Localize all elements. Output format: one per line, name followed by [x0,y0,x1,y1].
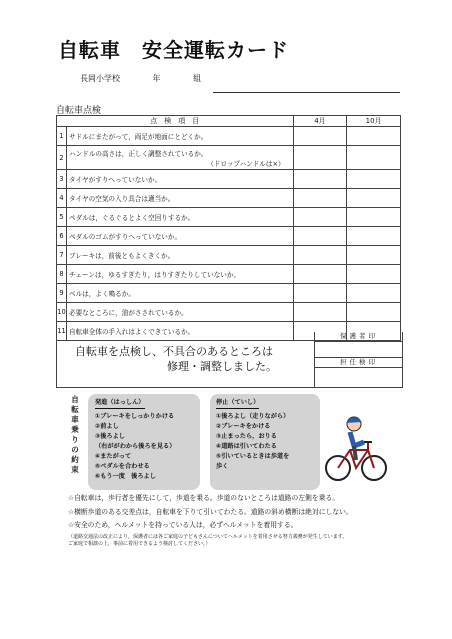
rule-note: ☆自転車は，歩行者を優先にして，歩道を乗る。歩道のないところは道路の左側を乗る。 [68,494,340,502]
check-item-text: ペダルのゴムがすりへっていないか。 [68,233,182,241]
check-cell-april[interactable] [293,227,347,246]
rules-notes [68,492,353,548]
vertical-char: 転 [71,405,79,414]
check-item [66,246,293,265]
guardian-seal-box[interactable] [315,342,403,358]
promise-vertical-title [70,395,80,475]
vertical-char: り [71,435,79,444]
go-step: ④またがって [95,453,132,460]
page-title: 自転車 安全運転カード [58,38,289,62]
check-cell-april[interactable] [293,265,347,284]
check-item [66,303,293,322]
seal-column [314,332,403,387]
row-number: 3 [57,170,67,189]
check-cell-april[interactable] [293,284,347,303]
go-panel [88,394,200,490]
stop-step: ③止まったら，おりる [216,433,277,440]
go-title: 発進（はっしん） [95,398,145,409]
table-row [57,246,401,265]
table-row [57,284,401,303]
row-number: 11 [57,322,67,341]
teacher-seal-label: 担任検印 [315,358,403,368]
cyclist-illustration [324,412,388,484]
check-cell-october[interactable] [347,127,401,146]
check-cell-april[interactable] [293,127,347,146]
year-label: 年 [152,74,161,83]
header-month-october: 10月 [347,116,401,127]
go-step: ①ブレーキをしっかりかける [95,413,175,420]
check-cell-april[interactable] [293,246,347,265]
inspection-table [56,115,401,341]
check-cell-april[interactable] [293,303,347,322]
check-cell-october[interactable] [347,246,401,265]
go-step: （右ががわから後ろを見る） [95,443,176,450]
stop-step: 歩く [216,463,229,470]
check-cell-october[interactable] [347,303,401,322]
row-number: 4 [57,189,67,208]
check-item-text: ブレーキは，前後ともよくきくか。 [68,252,175,260]
check-cell-april[interactable] [293,208,347,227]
row-number: 10 [57,303,67,322]
check-cell-october[interactable] [347,284,401,303]
check-item [66,127,293,146]
check-cell-october[interactable] [347,189,401,208]
vertical-char: 約 [71,455,79,464]
guardian-seal-label: 保護者印 [315,332,403,342]
name-field-line [213,92,400,93]
check-item-text: 必要なところに，油がさされているか。 [68,309,188,317]
table-row [57,170,401,189]
check-cell-october[interactable] [347,208,401,227]
check-item-text: タイヤの空気の入り具合は適当か。 [68,195,175,203]
confirmation-line-1: 自転車を点検し、不具合のあるところは [75,345,273,358]
row-number: 2 [57,146,67,170]
check-item-text: サドルにまたがって，両足が地面にとどくか。 [68,133,208,141]
check-item [66,227,293,246]
check-item-text: ペダルは，ぐるぐるとよく空回りするか。 [68,214,195,222]
rule-note: ☆横断歩道のある交差点は，自転車を下りて引いてわたる。道路の斜め横断は絶対にしない。 [68,507,353,516]
header-month-april: 4月 [293,116,347,127]
table-row [57,227,401,246]
go-step: ⑤ペダルを合わせる [95,463,150,470]
check-item [66,189,293,208]
check-cell-april[interactable] [293,189,347,208]
row-number: 7 [57,246,67,265]
stop-step: ④道路は引いてわたる [216,443,277,450]
table-header-row [57,116,401,127]
stop-step: ⑤引いているときは歩道を [216,453,290,460]
table-row [57,127,401,146]
check-cell-april[interactable] [293,146,347,170]
go-step: ②前よし [95,423,119,430]
check-item [66,208,293,227]
check-cell-october[interactable] [347,227,401,246]
check-item-text: タイヤがすりへっていないか。 [68,176,162,184]
check-item-text: チェーンは，ゆるすぎたり，はりすぎたりしていないか。 [68,271,241,279]
helmet-law-note-1: （道路交通法の改正により，保護者には各ご家庭の子どもさんについてヘルメットを着用させる努力義務が発生しています。 [68,533,348,540]
stop-step: ②ブレーキをかける [216,423,271,430]
check-item-text: ベルは，よく鳴るか。 [68,290,135,298]
row-number: 8 [57,265,67,284]
row-number: 9 [57,284,67,303]
check-cell-october[interactable] [347,265,401,284]
vertical-char: 自 [71,395,79,404]
vertical-char: 乗 [71,425,79,434]
check-item-text: 自転車全体の手入れはよくできているか。 [68,328,195,336]
row-number: 1 [57,127,67,146]
row-number: 6 [57,227,67,246]
go-step: ③後ろよし [95,433,125,440]
check-item [66,265,293,284]
confirmation-box [56,332,403,388]
class-label: 組 [193,74,202,83]
check-cell-october[interactable] [347,170,401,189]
stop-title: 停止（ていし） [216,398,259,409]
table-row [57,265,401,284]
vertical-char: 車 [71,415,79,424]
confirmation-line-2: 修理・調整しました。 [167,360,277,373]
check-cell-october[interactable] [347,146,401,170]
check-item [66,146,293,170]
school-info [80,73,231,84]
table-row [57,208,401,227]
vertical-char: 束 [71,465,79,474]
check-cell-april[interactable] [293,170,347,189]
rule-note: ☆安全のため，ヘルメットを持っている人は，必ずヘルメットを着用する。 [68,521,298,529]
stop-panel [210,394,320,490]
go-step: ⑥もう一度 後ろよし [95,473,156,480]
vertical-char: の [71,445,79,454]
section-title: 自転車点検 [56,106,102,116]
header-item: 点 検 項 目 [57,116,294,127]
helmet-law-note-2: ご家庭で相談の上，事前に着用できるよう検討してください。） [68,540,211,547]
confirmation-message [75,344,277,374]
table-row [57,303,401,322]
check-item [66,170,293,189]
check-item-text: ハンドルの高さは，正しく調整されているか。 [68,149,208,158]
row-number: 5 [57,208,67,227]
stop-step: ①後ろよし（走りながら） [216,413,290,420]
table-row [57,189,401,208]
school-name: 長岡小学校 [80,74,120,83]
check-item-note: （ドロップハンドルは×） [207,159,285,168]
check-item [66,284,293,303]
table-row [57,146,401,170]
